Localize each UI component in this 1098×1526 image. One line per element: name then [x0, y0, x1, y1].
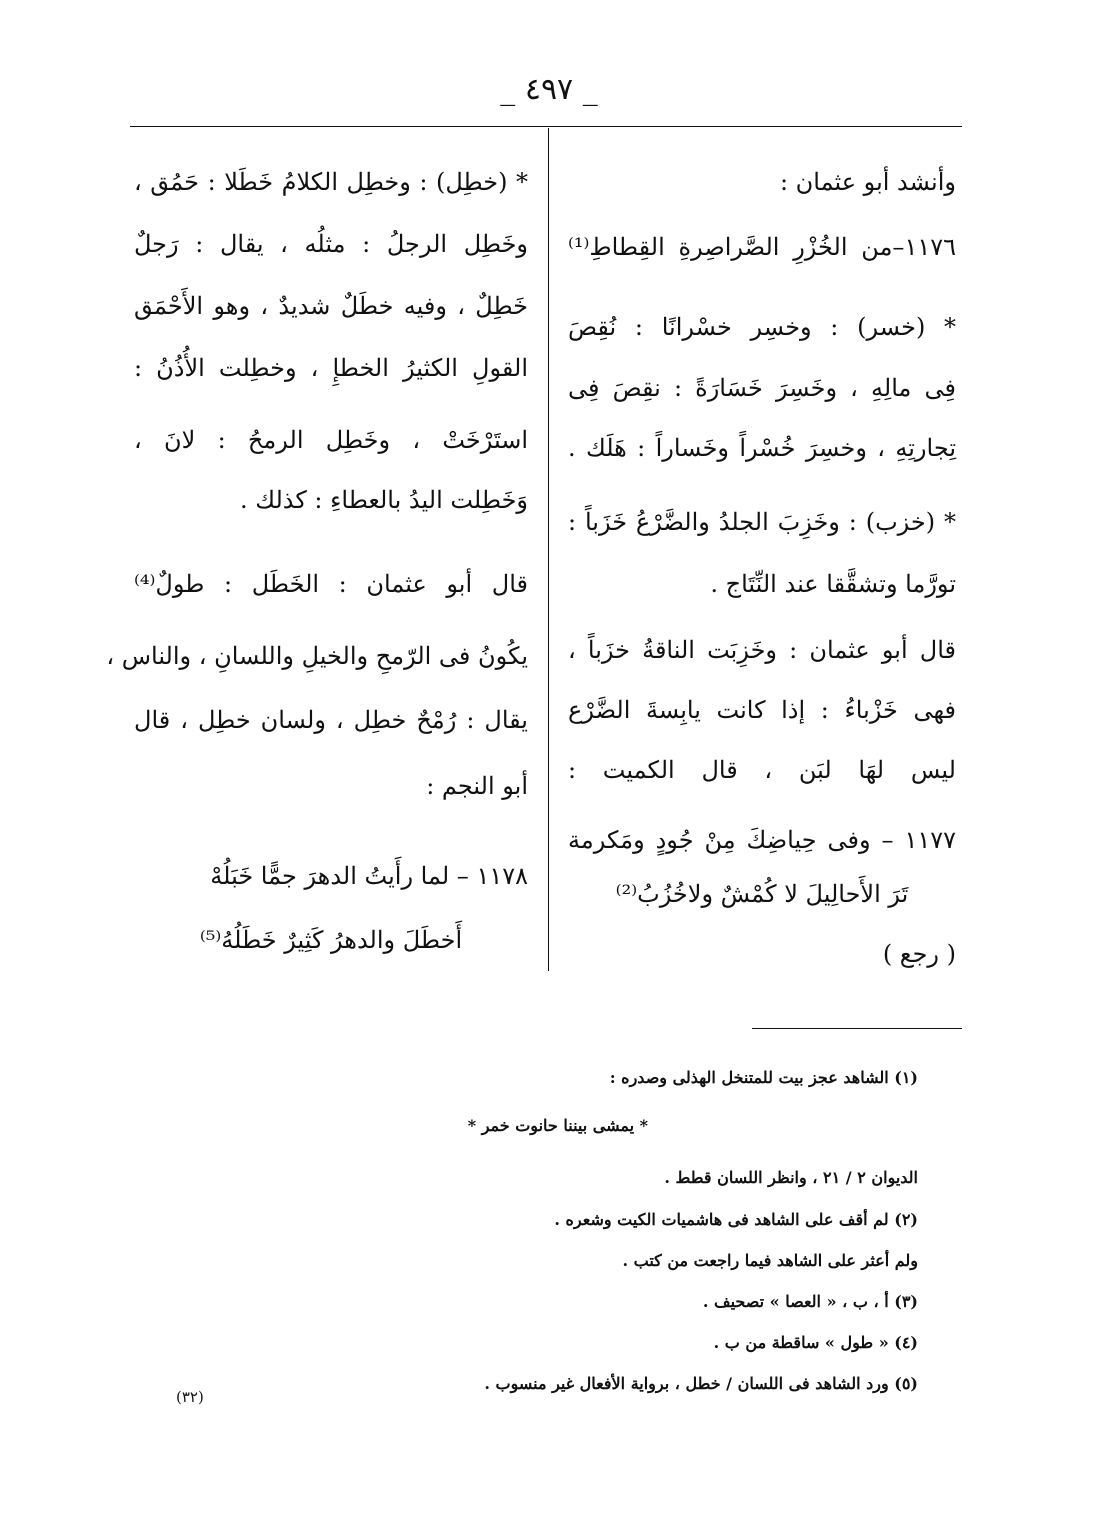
- verse-1177: ١١٧٧ – وفى حِياضِكَ مِنْ جُودٍ ومَكرمة: [568, 826, 956, 854]
- page-number: _ ٤٩٧ _: [500, 72, 598, 107]
- text-line: أبو النجم :: [426, 772, 528, 800]
- footnote-rule: [752, 1028, 962, 1029]
- text-line: القولِ الكثيرُ الخطإِ ، وخطِلت الأُذُنُ :: [134, 354, 528, 382]
- footnote-1-verse: * يمشى بيننا حانوت خمر *: [467, 1116, 648, 1135]
- footnote-5: (٥) ورد الشاهد فى اللسان / خطل ، برواية الأفعال غير منسوب .: [484, 1374, 918, 1393]
- text-line: قال أبو عثمان : الخَطَل : طولٌ⁽⁴⁾: [134, 570, 528, 598]
- header-rule: [130, 126, 962, 127]
- entry-khatil: * (خطِل) : وخطِل الكلامُ خَطَلا : حَمُق ،: [134, 168, 528, 196]
- footnote-2: (٢) لم أقف على الشاهد فى هاشميات الكيت وشعره .: [554, 1210, 918, 1229]
- text-line: فهى خَزْباءُ : إذا كانت يابِسةَ الضَّرْع: [568, 696, 956, 724]
- signature-mark: (٣٢): [176, 1388, 204, 1406]
- text-line: وخَطِل الرجلُ : مثلُه ، يقال : رَجلٌ: [134, 230, 528, 258]
- text-line: خَطِلٌ ، وفيه خطَلٌ شديدٌ ، وهو الأَحْمَق: [134, 292, 528, 320]
- text-line: يكُونُ فى الرّمحِ والخيلِ واللسانِ ، والناس ،: [106, 642, 528, 670]
- text-line: يقال : رُمْحٌ خطِل ، ولسان خطِل ، قال: [134, 706, 528, 734]
- footnote-3: (٣) أ ، ب ، « العصا » تصحيف .: [702, 1292, 918, 1311]
- verse-1178: ١١٧٨ – لما رأَيتُ الدهرَ جمًّا خَبَلُهْ: [210, 862, 528, 890]
- text-line: وأنشد أبو عثمان :: [779, 168, 956, 196]
- text-line: استَرْخَتْ ، وخَطِل الرمحُ : لانَ ،: [134, 426, 528, 454]
- column-divider: [548, 128, 549, 971]
- footnote-1-source: الديوان ٢ / ٢١ ، وانظر اللسان قطط .: [664, 1168, 918, 1187]
- footnote-4: (٤) « طول » ساقطة من ب .: [713, 1333, 918, 1352]
- text-line: تورَّما وتشقَّقا عند النِّتَاج .: [710, 570, 956, 598]
- text-line: قال أبو عثمان : وخَزِبَت الناقةُ خزَباً ،: [568, 636, 956, 664]
- text-line: ليس لهَا لبَن ، قال الكميت :: [568, 756, 956, 784]
- verse-1176: ١١٧٦–من الخُزْرِ الصَّراصِرةِ القِطاطِ⁽¹⁾: [568, 233, 956, 261]
- text-line: وَخَطِلت اليدُ بالعطاءِ : كذلك .: [239, 486, 528, 514]
- text-line: فِى مالِهِ ، وخَسِرَ خَسَارَةً : نقِصَ فِى: [568, 374, 956, 402]
- footnote-1: (١) الشاهد عجز بيت للمتنخل الهذلى وصدره :: [609, 1068, 918, 1087]
- verse-line: أَخطَلَ والدهرُ كَثِيرٌ خَطَلُهُ⁽⁵⁾: [199, 926, 463, 954]
- verse-line: تَرَ الأَحالِيلَ لا كُمْشٌ ولاخُزُبُ⁽²⁾: [615, 880, 909, 908]
- return-mark: ( رجع ): [882, 940, 956, 968]
- text-line: تِجارتِهِ ، وخسِرَ خُسْراً وخَساراً : هَلَك .: [568, 434, 956, 462]
- entry-khazib: * (خزب) : وخَزِبَ الجلدُ والضَّرْعُ خَزَباً :: [568, 508, 956, 536]
- entry-khasira: * (خسر) : وخسِر خسْرانًا : نُقِصَ: [568, 313, 956, 341]
- footnote-2-cont: ولم أعثر على الشاهد فيما راجعت من كتب .: [622, 1251, 918, 1270]
